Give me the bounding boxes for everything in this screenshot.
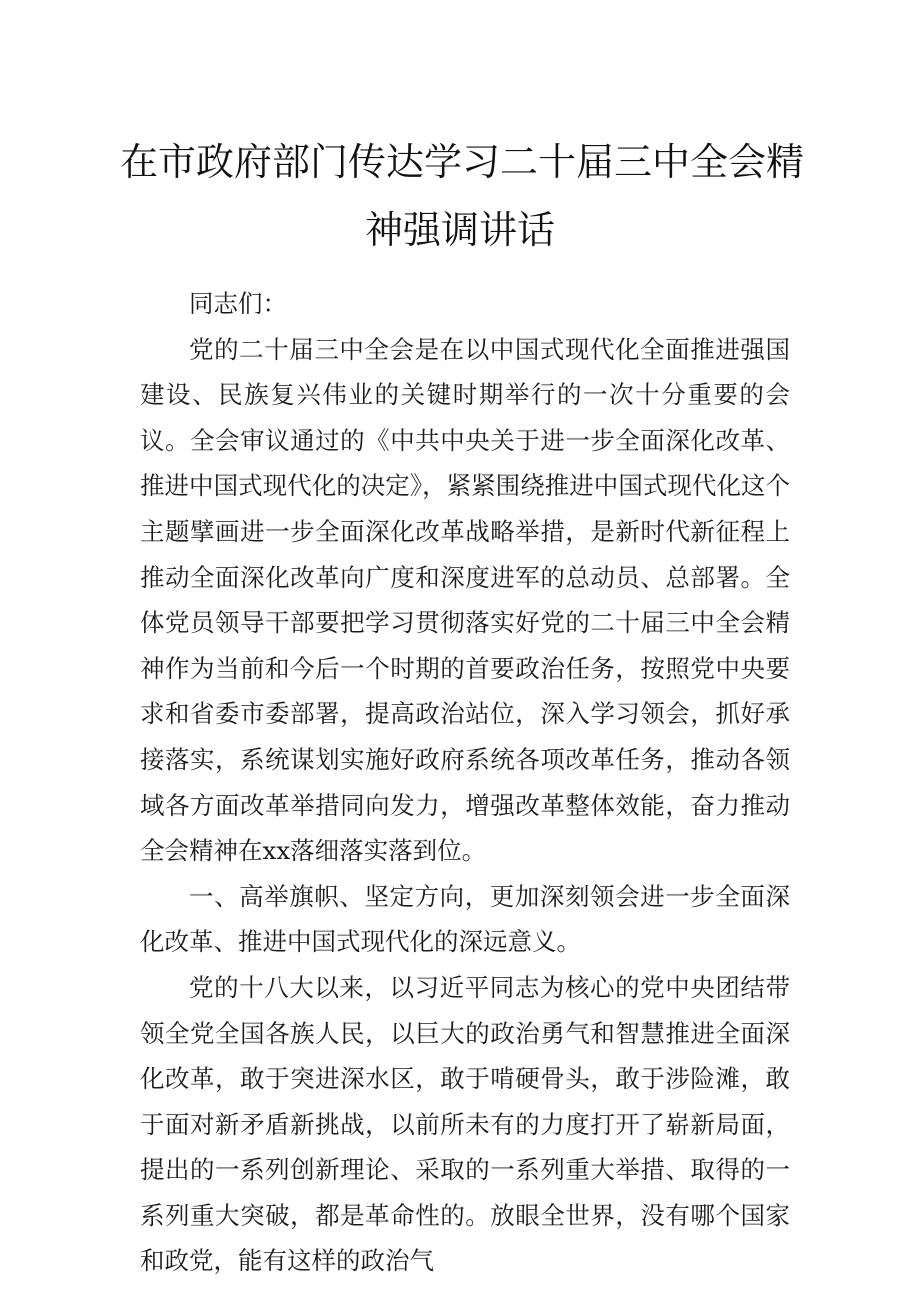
paragraph-intro: 党的二十届三中全会是在以中国式现代化全面推进强国建设、民族复兴伟业的关键时期举行的一次十分重要的会议。全会审议通过的《中共中央关于进一步全面深化改革、推进中国式现代化的决定》，紧紧围绕推进中国式现代化这个主题擘画进一步全面深化改革战略举措，是新时代新征程上推动全面深化改革向广度和深度进军的总动员、总部署。全体党员领导干部要把学习贯彻落实好党的二十届三中全会精神作为当前和今后一个时期的首要政治任务，按照党中央要求和省委市委部署，提高政治站位，深入学习领会，抓好承接落实，系统谋划实施好政府系统各项改革任务，推动各领域各方面改革举措同向发力，增强改革整体效能，奋力推动全会精神在xx落细落实落到位。 — [140, 334, 790, 866]
document-body — [140, 281, 790, 1284]
document-title-line-1: 在市政府部门传达学习二十届三中全会精 — [120, 140, 805, 184]
salutation: 同志们： — [189, 289, 287, 318]
paragraph-section-1: 党的十八大以来，以习近平同志为核心的党中央团结带领全党全国各族人民，以巨大的政治勇气和智慧推进全面深化改革，敢于突进深水区，敢于啃硬骨头，敢于涉险滩，敢于面对新矛盾新挑战，以前所未有的力度打开了崭新局面，提出的一系列创新理论、采取的一系列重大举措、取得的一系列重大突破，都是革命性的。放眼全世界，没有哪个国家和政党，能有这样的政治气 — [140, 972, 790, 1276]
document-title-line-2: 神强调讲话 — [364, 208, 555, 252]
section-heading-1: 一、高举旗帜、坚定方向，更加深刻领会进一步全面深化改革、推进中国式现代化的深远意义。 — [140, 881, 790, 957]
